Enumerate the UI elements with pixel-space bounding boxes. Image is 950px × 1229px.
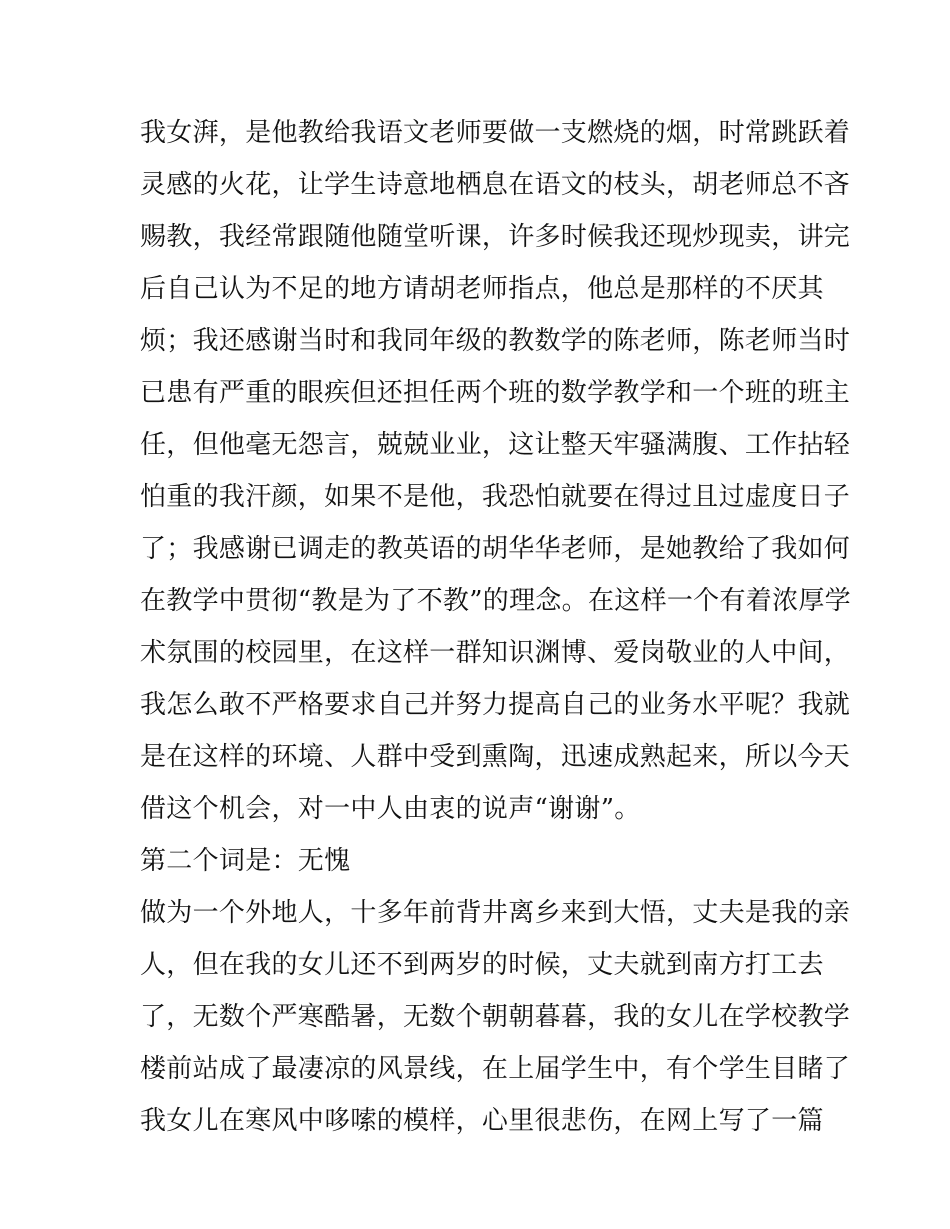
text-line-8: 怕重的我汗颜，如果不是他，我恐怕就要在得过且过虚度日子 bbox=[140, 482, 851, 512]
text-line-18: 了，无数个严寒酷暑，无数个朝朝暮暮，我的女儿在学校教学 bbox=[140, 1002, 851, 1032]
body-text bbox=[140, 107, 851, 1147]
text-line-20: 我女儿在寒风中哆嗦的模样，心里很悲伤，在网上写了一篇 bbox=[140, 1106, 824, 1136]
text-line-14: 借这个机会，对一中人由衷的说声“谢谢”。 bbox=[140, 794, 641, 824]
text-line-6: 已患有严重的眼疾但还担任两个班的数学教学和一个班的班主 bbox=[140, 378, 851, 408]
text-line-5: 烦；我还感谢当时和我同年级的教数学的陈老师，陈老师当时 bbox=[140, 326, 851, 356]
text-line-11: 术氛围的校园里，在这样一群知识渊博、爱岗敬业的人中间， bbox=[140, 638, 851, 668]
text-line-16: 做为一个外地人，十多年前背井离乡来到大悟，丈夫是我的亲 bbox=[140, 898, 851, 928]
text-line-4: 后自己认为不足的地方请胡老师指点，他总是那样的不厌其 bbox=[140, 274, 824, 304]
text-line-9: 了；我感谢已调走的教英语的胡华华老师，是她教给了我如何 bbox=[140, 534, 851, 564]
text-line-7: 任，但他毫无怨言，兢兢业业，这让整天牢骚满腹、工作拈轻 bbox=[140, 430, 851, 460]
text-line-17: 人，但在我的女儿还不到两岁的时候，丈夫就到南方打工去 bbox=[140, 950, 824, 980]
text-line-1: 我女湃，是他教给我语文老师要做一支燃烧的烟，时常跳跃着 bbox=[140, 118, 851, 148]
section-heading: 第二个词是：无愧 bbox=[140, 846, 351, 876]
text-line-12: 我怎么敢不严格要求自己并努力提高自己的业务水平呢？我就 bbox=[140, 690, 851, 720]
text-line-13: 是在这样的环境、人群中受到熏陶，迅速成熟起来，所以今天 bbox=[140, 742, 851, 772]
text-line-2: 灵感的火花，让学生诗意地栖息在语文的枝头，胡老师总不吝 bbox=[140, 170, 851, 200]
text-line-3: 赐教，我经常跟随他随堂听课，许多时候我还现炒现卖，讲完 bbox=[140, 222, 851, 252]
text-line-19: 楼前站成了最凄凉的风景线，在上届学生中，有个学生目睹了 bbox=[140, 1054, 851, 1084]
text-line-10: 在教学中贯彻“教是为了不教”的理念。在这样一个有着浓厚学 bbox=[140, 586, 851, 616]
